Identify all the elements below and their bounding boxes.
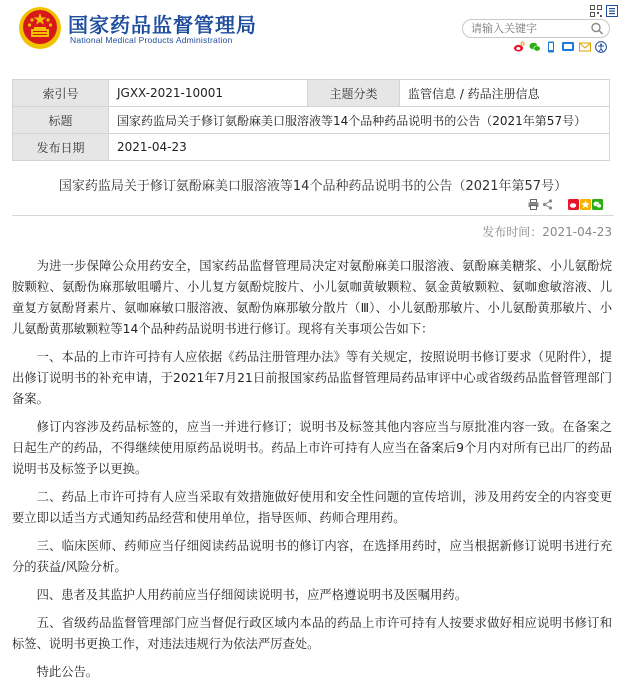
body-paragraph: 为进一步保障公众用药安全，国家药品监督管理局决定对氨酚麻美口服溶液、氨酚麻美糖浆、小儿氨酚烷胺颗粒、氨酚伪麻那敏咀嚼片、小儿复方氨酚烷胺片、小儿氨咖黄敏颗粒、氨金黄敏颗粒、氨咖愈敏溶液、儿童复方氨酚肾素片、氨咖麻敏口服溶液、氨酚伪麻那敏分散片（Ⅲ）、小儿氨酚那敏片、小儿氨酚黄那敏片、小儿氨酚黄那敏颗粒等14个品种药品说明书进行修订。现将有关事项公告如下：: [12, 259, 612, 336]
share-icon[interactable]: [542, 199, 553, 210]
qr-code-icon[interactable]: [590, 5, 602, 17]
body-paragraph: 二、药品上市许可持有人应当采取有效措施做好使用和安全性问题的宣传培训，涉及用药安全的内容变更要立即以适当方式通知药品经营和使用单位，指导医师、药师合理用药。: [12, 490, 612, 525]
body-paragraph: 三、临床医师、药师应当仔细阅读药品说明书的修订内容，在选择用药时，应当根据新修订说明书进行充分的获益/风险分析。: [12, 539, 612, 574]
meta-row: [13, 107, 610, 134]
meta-label-category: 主题分类: [308, 80, 400, 107]
document-tools: [528, 199, 618, 211]
national-emblem-icon: [18, 6, 62, 50]
body-paragraph: 四、患者及其监护人用药前应当仔细阅读说明书，应严格遵说明书及医嘱用药。: [36, 588, 467, 602]
social-share-row: [513, 41, 613, 53]
email-icon[interactable]: [579, 41, 591, 53]
document-meta-table: [12, 79, 610, 161]
meta-value-category: 监管信息 / 药品注册信息: [400, 80, 610, 107]
weibo-share-icon[interactable]: [568, 199, 579, 210]
accessibility-icon[interactable]: [606, 5, 618, 17]
print-icon[interactable]: [528, 199, 539, 210]
publish-time: 发布时间：2021-04-23: [482, 225, 612, 239]
top-utility-icons: [590, 5, 620, 17]
meta-row: [13, 134, 610, 161]
body-paragraph: 特此公告。: [36, 665, 99, 679]
meta-value-date: 2021-04-23: [109, 134, 610, 161]
qzone-share-icon[interactable]: [580, 199, 591, 210]
meta-label-title: 标题: [13, 107, 109, 134]
search-box: [462, 19, 610, 38]
weibo-icon[interactable]: [513, 41, 525, 53]
site-subtitle: National Medical Products Administration: [70, 35, 233, 45]
document-body: [12, 256, 612, 690]
site-header: [0, 0, 626, 55]
meta-value-index: JGXX-2021-10001: [109, 80, 308, 107]
meta-value-title: 国家药监局关于修订氨酚麻美口服溶液等14个品种药品说明书的公告（2021年第57号）: [109, 107, 610, 134]
site-title[interactable]: 国家药品监督管理局: [68, 13, 257, 37]
wechat-share-icon[interactable]: [592, 199, 603, 210]
meta-label-index: 索引号: [13, 80, 109, 107]
meta-label-date: 发布日期: [13, 134, 109, 161]
meta-row: [13, 80, 610, 107]
app-icon-2[interactable]: [561, 41, 575, 53]
app-icon[interactable]: [545, 41, 557, 53]
search-icon[interactable]: [589, 21, 605, 36]
divider: [12, 215, 614, 216]
body-paragraph: 一、本品的上市许可持有人应依据《药品注册管理办法》等有关规定，按照说明书修订要求（见附件），提出修订说明书的补充申请，于2021年7月21日前报国家药品监督管理局药品审评中心或省级药品监督管理部门备案。: [12, 350, 612, 406]
wechat-icon[interactable]: [529, 41, 541, 53]
body-paragraph: 五、省级药品监督管理部门应当督促行政区域内本品的药品上市许可持有人按要求做好相应说明书修订和标签、说明书更换工作，对违法违规行为依法严厉查处。: [12, 616, 612, 651]
search-input[interactable]: [471, 21, 581, 36]
accessibility-mode-icon[interactable]: [595, 41, 607, 53]
body-paragraph: 修订内容涉及药品标签的，应当一并进行修订；说明书及标签其他内容应当与原批准内容一致。在备案之日起生产的药品，不得继续使用原药品说明书。药品上市许可持有人应当在备案后9个月内对所有已出厂的药品说明书及标签予以更换。: [12, 420, 612, 476]
document-title: 国家药监局关于修订氨酚麻美口服溶液等14个品种药品说明书的公告（2021年第57号）: [58, 179, 568, 194]
